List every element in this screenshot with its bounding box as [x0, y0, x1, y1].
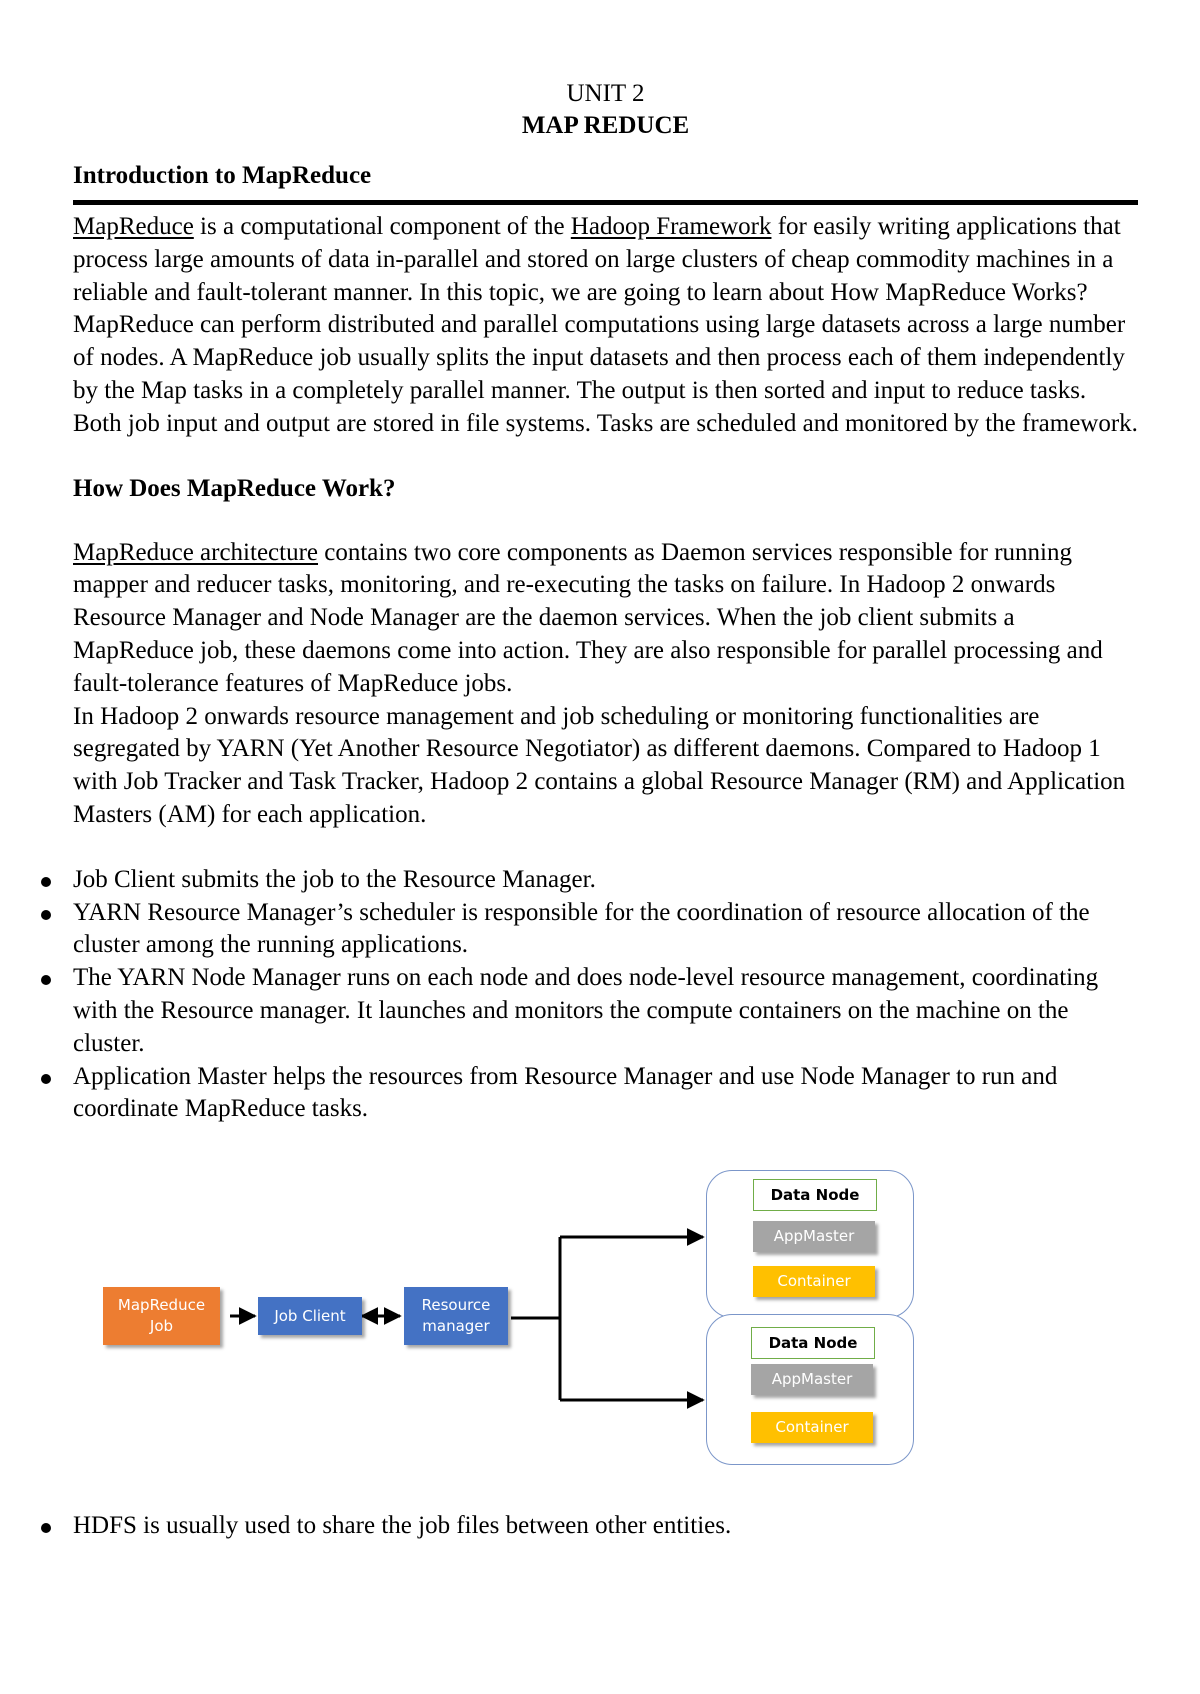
how-paragraph-1 — [73, 537, 1138, 701]
list-item: YARN Resource Manager’s scheduler is responsible for the coordination of resource allocation of the cluster among the running applications. — [73, 897, 1138, 963]
list-item: The YARN Node Manager runs on each node and does node-level resource management, coordinating with the Resource manager. It launches and monitors the compute containers on the machine on the cluster. — [73, 962, 1138, 1060]
how-text-1: contains two core components as Daemon services responsible for running mapper and reducer tasks, monitoring, and re-executing the tasks on failure. In Hadoop 2 onwards Resource Manager and Node Manager are the daemon services. When the job client submits a MapReduce job, these daemons come into action. They are also responsible for parallel processing and fault-tolerance features of MapReduce jobs. — [73, 538, 1103, 697]
appmaster-box-2: AppMaster — [751, 1364, 873, 1395]
heading-rule — [73, 200, 1138, 205]
intro-paragraph-2: MapReduce can perform distributed and parallel computations using large datasets across a large number of nodes. A MapReduce job usually splits the input datasets and then process each of them independently by the Map tasks in a completely parallel manner. The output is then sorted and input to reduce tasks. Both job input and output are stored in file systems. Tasks are scheduled and monitored by the framework. — [73, 311, 1138, 437]
list-item: Job Client submits the job to the Resource Manager. — [73, 864, 1138, 897]
bullet-dot-icon — [41, 910, 51, 920]
diagram-connectors — [73, 1170, 1138, 1510]
bullet-dot-icon — [41, 877, 51, 887]
mapreduce-job-box: MapReduce Job — [103, 1287, 220, 1345]
intro-text-1: is a computational component of the — [193, 213, 571, 240]
job-client-box: Job Client — [258, 1297, 362, 1335]
bullet-dot-icon — [41, 1074, 51, 1084]
list-item: HDFS is usually used to share the job files between other entities. — [73, 1510, 1138, 1543]
page-title: MAP REDUCE — [521, 112, 690, 139]
how-heading: How Does MapReduce Work? — [73, 474, 396, 502]
intro-heading: Introduction to MapReduce — [73, 162, 372, 189]
mapreduce-link[interactable]: MapReduce — [73, 213, 194, 240]
resource-manager-box: Resource manager — [404, 1287, 508, 1345]
final-bullet-list — [73, 1510, 1138, 1543]
document-page — [73, 72, 1138, 1543]
data-node-label-1: Data Node — [753, 1179, 877, 1211]
bullet-list — [73, 864, 1138, 1126]
unit-label: UNIT 2 — [566, 80, 645, 107]
hadoop-framework-link[interactable]: Hadoop Framework — [570, 213, 772, 240]
container-box-2: Container — [751, 1412, 873, 1443]
bullet-dot-icon — [41, 975, 51, 985]
data-node-label-2: Data Node — [751, 1327, 875, 1359]
architecture-diagram — [73, 1170, 1138, 1510]
container-box-1: Container — [753, 1266, 875, 1297]
intro-paragraph-1 — [73, 211, 1138, 309]
intro-text-2: for easily writing applications that process large amounts of data in-parallel and stored on large clusters of cheap commodity machines in a reliable and fault-tolerant manner. In this topic, we are going to learn about How MapReduce Works? — [73, 213, 1121, 306]
appmaster-box-1: AppMaster — [753, 1221, 875, 1252]
list-item: Application Master helps the resources from Resource Manager and use Node Manager to run and coordinate MapReduce tasks. — [73, 1061, 1138, 1127]
how-paragraph-2: In Hadoop 2 onwards resource management and job scheduling or monitoring functionalities are segregated by YARN (Yet Another Resource Negotiator) as different daemons. Compared to Hadoop 1 with Job Tracker and Task Tracker, Hadoop 2 contains a global Resource Manager (RM) and Application Masters (AM) for each application. — [73, 702, 1126, 828]
mapreduce-architecture-link[interactable]: MapReduce architecture — [73, 538, 319, 566]
bullet-dot-icon — [41, 1523, 51, 1533]
